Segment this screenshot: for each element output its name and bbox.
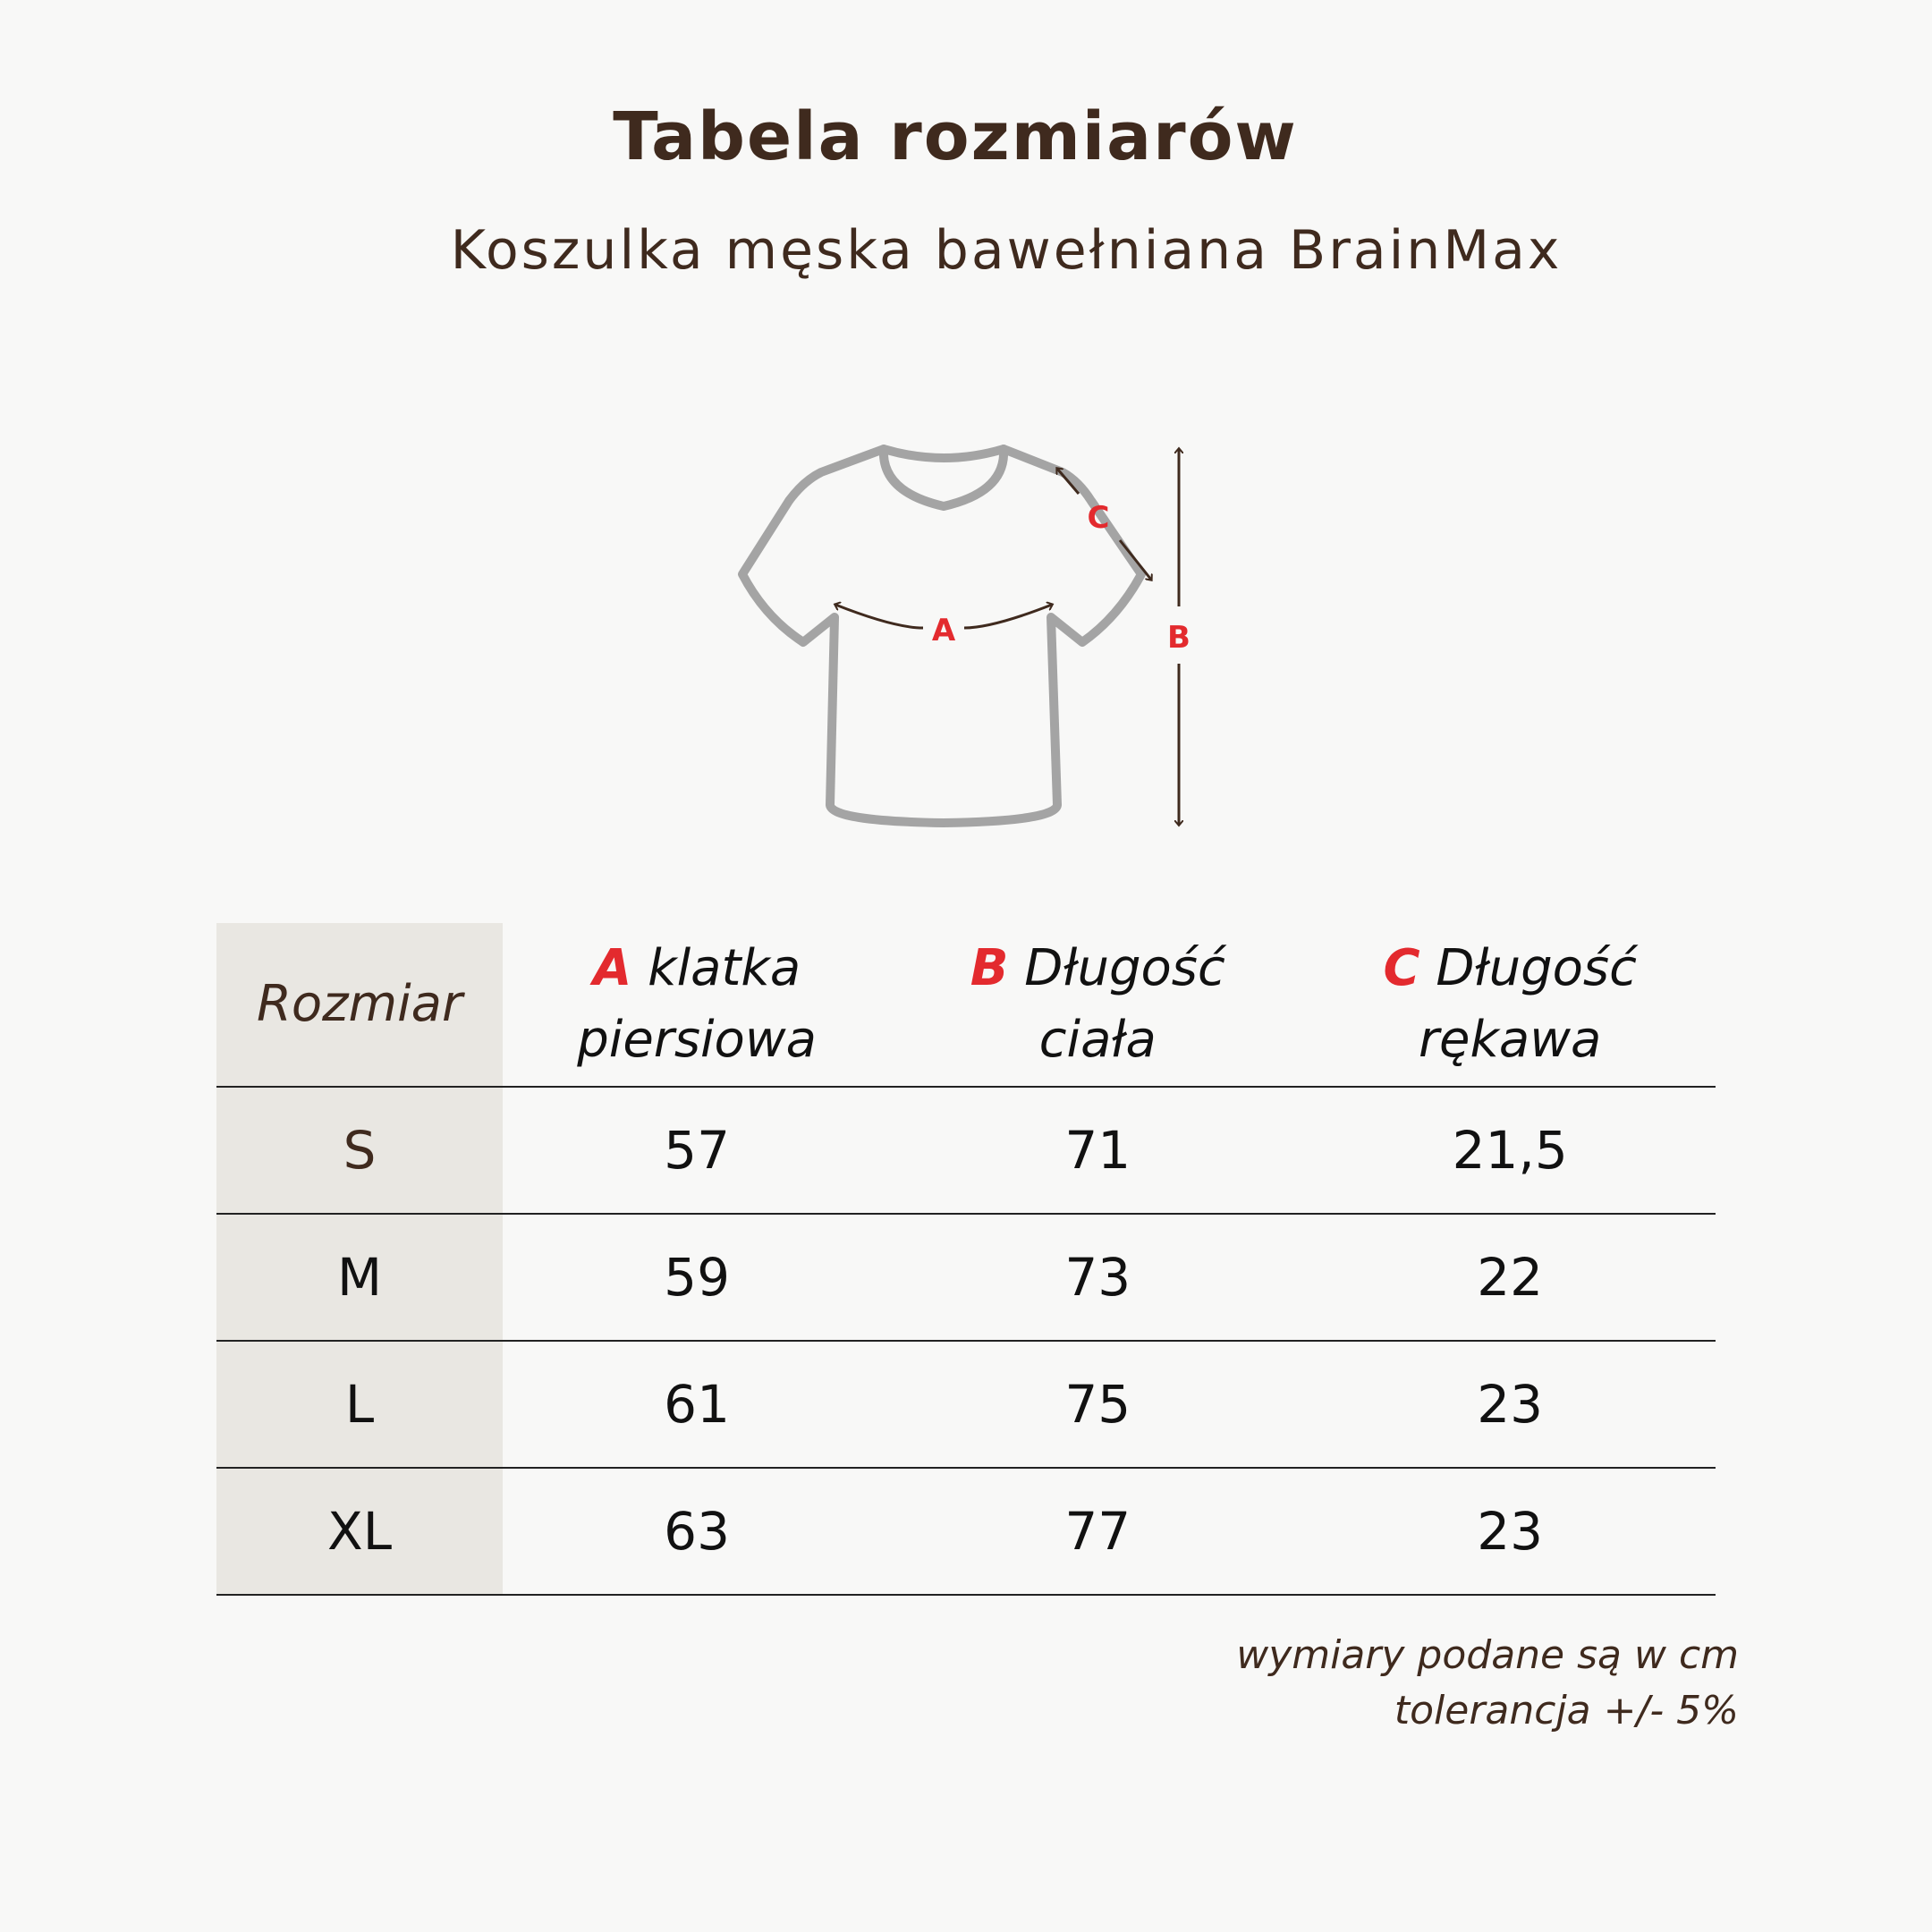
cell-size: S (216, 1087, 503, 1214)
cell-sleeve-length: 21,5 (1304, 1087, 1716, 1214)
page-title: Tabela rozmiarów (613, 98, 1298, 175)
header-sleeve-letter: C (1383, 939, 1420, 997)
header-body-line1: Długość (1024, 939, 1225, 997)
cell-body-length: 73 (891, 1214, 1304, 1341)
cell-body-length: 77 (891, 1468, 1304, 1595)
cell-body-length: 71 (891, 1087, 1304, 1214)
footnote-tolerance: tolerancja +/- 5% (1394, 1688, 1739, 1733)
header-sleeve-line2: rękawa (1419, 1011, 1602, 1069)
cell-sleeve-length: 23 (1304, 1341, 1716, 1468)
header-body-length (891, 923, 1304, 1087)
tshirt-diagram (724, 429, 1208, 841)
cell-sleeve-length: 23 (1304, 1468, 1716, 1595)
label-b: B (1167, 620, 1191, 656)
header-row (216, 923, 1716, 1087)
header-sleeve-line1: Długość (1436, 939, 1637, 997)
table-row (216, 1087, 1716, 1214)
cell-size: M (216, 1214, 503, 1341)
footnote-units: wymiary podane są w cm (1236, 1632, 1739, 1678)
cell-size: XL (216, 1468, 503, 1595)
table-row (216, 1468, 1716, 1595)
header-body-letter: B (970, 939, 1009, 997)
cell-sleeve-length: 22 (1304, 1214, 1716, 1341)
table-row (216, 1214, 1716, 1341)
header-chest-line1: klatka (648, 939, 801, 997)
cell-chest: 57 (503, 1087, 891, 1214)
cell-chest: 59 (503, 1214, 891, 1341)
header-size: Rozmiar (216, 923, 503, 1087)
header-chest (503, 923, 891, 1087)
table-row (216, 1341, 1716, 1468)
page-subtitle: Koszulka męska bawełniana BrainMax (450, 219, 1563, 282)
footnote (934, 1628, 1739, 1739)
label-a: A (931, 613, 956, 648)
cell-chest: 61 (503, 1341, 891, 1468)
cell-chest: 63 (503, 1468, 891, 1595)
header-sleeve-length (1304, 923, 1716, 1087)
header-chest-line2: piersiowa (577, 1011, 817, 1069)
cell-size: L (216, 1341, 503, 1468)
cell-body-length: 75 (891, 1341, 1304, 1468)
label-c: C (1087, 500, 1110, 536)
size-table (216, 923, 1716, 1596)
header-body-line2: ciała (1038, 1011, 1157, 1069)
header-chest-letter: A (593, 939, 632, 997)
